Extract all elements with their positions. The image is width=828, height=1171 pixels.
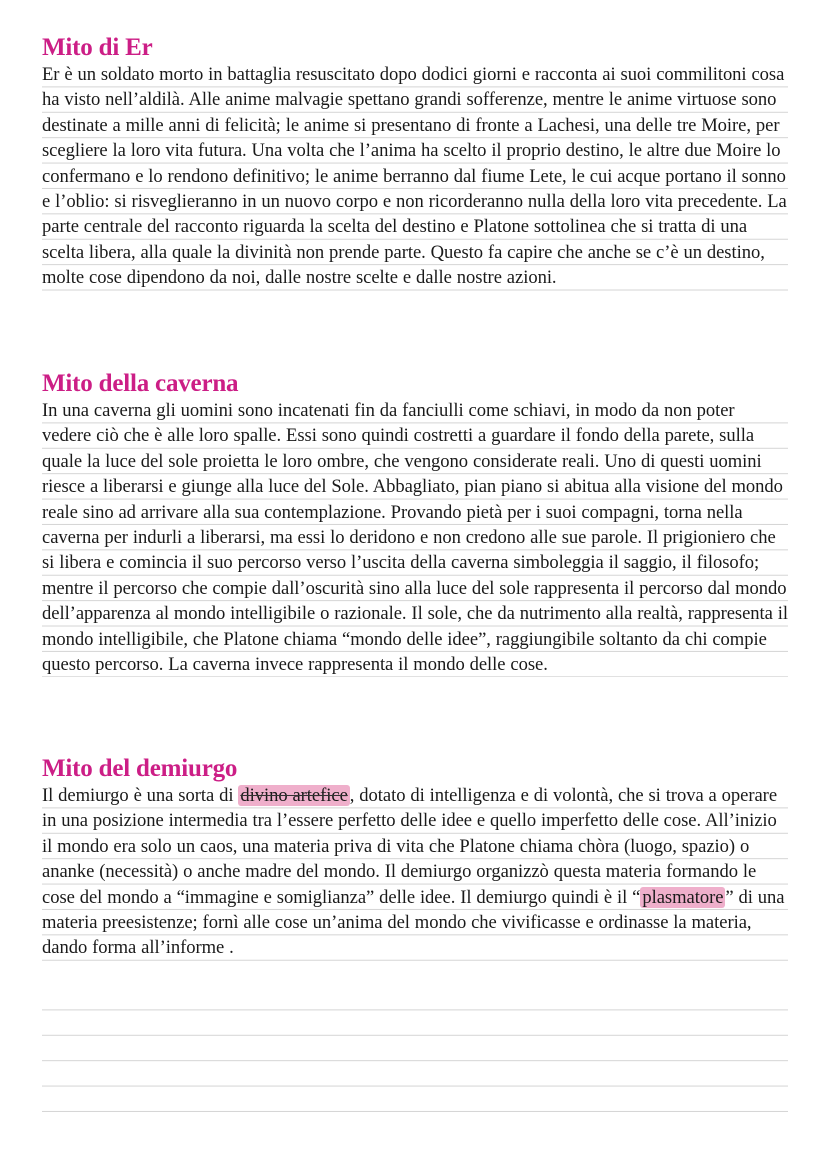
section-body [42, 783, 788, 961]
section-title: Mito del demiurgo [42, 755, 238, 782]
body-text: , dotato di intelligenza e di volontà, che si trova a operare in una posizione intermedia tra l’essere perfetto delle idee e quello imperfetto delle cose. All’inizio il mondo era solo un caos, una materia priva di vita che Platone chiama chòra (luogo, spazio) o ananke (necessità) o anche madre del mondo. Il demiurgo organizzò questa materia formando le cose del mondo a “immagine e somiglianza” delle idee. Il demiurgo quindi è il “ [42, 785, 778, 908]
notebook-page [42, 0, 788, 1171]
body-text: Il demiurgo è una sorta di [42, 785, 239, 806]
highlighted-phrase: plasmatore [642, 886, 724, 908]
body-text: ” di una materia preesistenze; fornì alle cose un’anima del mondo che vivificasse e ordinasse la materia, dando forma all’informe . [42, 886, 785, 959]
section-body: In una caverna gli uomini sono incatenati fin da fanciulli come schiavi, in modo da non poter vedere ciò che è alle loro spalle. Essi sono quindi costretti a guardare il fondo della parete, sulla quale la luce del sole proietta le loro ombre, che vengono considerate reali. Uno di questi uomini riesce a liberarsi e giunge alla luce del Sole. Abbagliato, pian piano si abitua alla visione del mondo reale sino ad arrivare alla sua contemplazione. Provando pietà per i suoi compagni, torna nella caverna per indurli a liberarsi, ma essi lo deridono e non credono alle sue parole. Il prigioniero che si libera e comincia il suo percorso verso l’uscita della caverna simboleggia il saggio, il filosofo; mentre il percorso che compie dall’oscurità sino alla luce del sole rappresenta il percorso dal mondo dell’apparenza al mondo intelligibile o razionale. Il sole, che da nutrimento alla realtà, rappresenta il mondo intelligibile, che Platone chiama “mondo delle idee”, raggiungibile soltanto da chi compie questo percorso. La caverna invece rappresenta il mondo delle cose. [42, 398, 788, 677]
section-mito-della-caverna [42, 370, 788, 677]
empty-ruled-lines [42, 985, 788, 1113]
section-body: Er è un soldato morto in battaglia resuscitato dopo dodici giorni e racconta ai suoi commilitoni cosa ha visto nell’aldilà. Alle anime malvagie spettano grandi sofferenze, mentre le anime virtuose sono destinate a mille anni di felicità; le anime si presentano di fronte a Lachesi, una delle tre Moire, per scegliere la loro vita futura. Una volta che l’anima ha scelto il proprio destino, le altre due Moire lo confermano e lo rendono definitivo; le anime berranno dal fiume Lete, le cui acque portano il sonno e l’oblio: si risveglieranno in un nuovo corpo e non ricorderanno nulla della loro vita precedente. La parte centrale del racconto riguarda la scelta del destino e Platone sottolinea che si tratta di una scelta libera, alla quale la divinità non prende parte. Questo fa capire che anche se c’è un destino, molte cose dipendono da noi, dalle nostre scelte e dalle nostre azioni. [42, 62, 788, 291]
section-title: Mito di Er [42, 34, 153, 61]
section-mito-di-er [42, 34, 788, 291]
highlighted-phrase: divino artefice [240, 785, 348, 806]
section-title: Mito della caverna [42, 370, 239, 397]
section-mito-del-demiurgo [42, 755, 788, 961]
